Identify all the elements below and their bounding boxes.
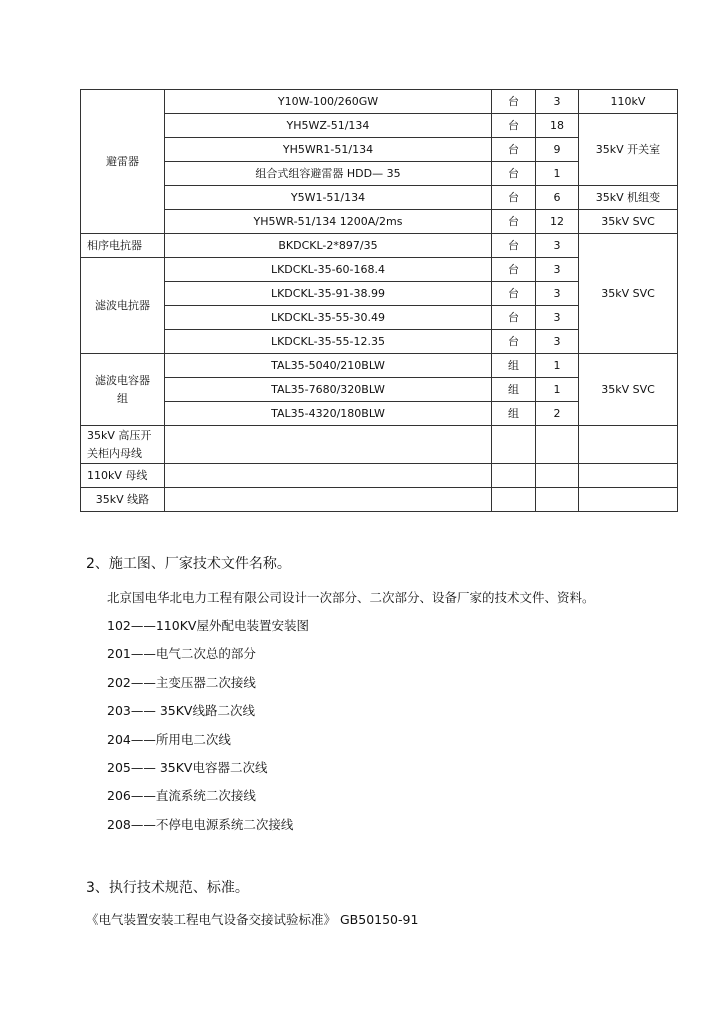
- list-item: 205—— 35KV电容器二次线: [107, 760, 268, 775]
- category-line-35: 35kV 线路: [81, 488, 165, 512]
- list-item: 102——110KV屋外配电装置安装图: [107, 618, 309, 633]
- table-row: [81, 464, 678, 488]
- qty-cell: 3: [536, 330, 579, 354]
- list-item: 201——电气二次总的部分: [107, 646, 256, 661]
- qty-cell: 6: [536, 186, 579, 210]
- model-cell: LKDCKL-35-91-38.99: [165, 282, 492, 306]
- list-item: 206——直流系统二次接线: [107, 788, 256, 803]
- category-line: 关柜内母线: [87, 446, 142, 460]
- qty-cell: 9: [536, 138, 579, 162]
- unit-cell: 台: [492, 114, 536, 138]
- section2-heading: 2、施工图、厂家技术文件名称。: [86, 556, 291, 572]
- model-cell: YH5WZ-51/134: [165, 114, 492, 138]
- list-item: 208——不停电电源系统二次接线: [107, 817, 294, 832]
- model-cell: LKDCKL-35-55-12.35: [165, 330, 492, 354]
- qty-cell: 1: [536, 162, 579, 186]
- qty-cell: 12: [536, 210, 579, 234]
- unit-cell: 台: [492, 210, 536, 234]
- note-cell: 110kV: [579, 90, 678, 114]
- category-busbar-35: [81, 426, 165, 464]
- qty-cell: [536, 488, 579, 512]
- list-item: 204——所用电二次线: [107, 732, 231, 747]
- model-cell: YH5WR1-51/134: [165, 138, 492, 162]
- unit-cell: 台: [492, 186, 536, 210]
- table-row: [81, 114, 678, 138]
- note-cell: 35kV SVC: [579, 210, 678, 234]
- qty-cell: 3: [536, 306, 579, 330]
- model-cell: [165, 464, 492, 488]
- model-cell: 组合式组容避雷器 HDD— 35: [165, 162, 492, 186]
- unit-cell: 台: [492, 282, 536, 306]
- unit-cell: [492, 464, 536, 488]
- unit-cell: [492, 426, 536, 464]
- model-cell: Y10W-100/260GW: [165, 90, 492, 114]
- section3-heading: 3、执行技术规范、标准。: [86, 880, 249, 896]
- model-cell: [165, 426, 492, 464]
- category-line: 滤波电容器: [95, 373, 150, 387]
- standard-reference: 《电气装置安装工程电气设备交接试验标准》 GB50150-91: [86, 912, 419, 927]
- table-row: [81, 426, 678, 464]
- model-cell: LKDCKL-35-55-30.49: [165, 306, 492, 330]
- qty-cell: 3: [536, 258, 579, 282]
- unit-cell: 台: [492, 306, 536, 330]
- section2-intro: 北京国电华北电力工程有限公司设计一次部分、二次部分、设备厂家的技术文件、资料。: [107, 590, 595, 605]
- list-item: 202——主变压器二次接线: [107, 675, 256, 690]
- note-svc-reactor: 35kV SVC: [579, 234, 678, 354]
- qty-cell: 3: [536, 90, 579, 114]
- unit-cell: 台: [492, 162, 536, 186]
- table-row: [81, 90, 678, 114]
- qty-cell: 1: [536, 378, 579, 402]
- unit-cell: 组: [492, 354, 536, 378]
- unit-cell: 台: [492, 90, 536, 114]
- category-filter-capacitor: [81, 354, 165, 426]
- note-svc-cap: 35kV SVC: [579, 354, 678, 426]
- table-row: [81, 234, 678, 258]
- model-cell: BKDCKL-2*897/35: [165, 234, 492, 258]
- table-row: [81, 354, 678, 378]
- note-switch-room: 35kV 开关室: [579, 114, 678, 186]
- unit-cell: 台: [492, 138, 536, 162]
- table-row: [81, 488, 678, 512]
- model-cell: TAL35-7680/320BLW: [165, 378, 492, 402]
- unit-cell: [492, 488, 536, 512]
- unit-cell: 组: [492, 378, 536, 402]
- qty-cell: [536, 464, 579, 488]
- category-line: 35kV 高压开: [87, 428, 152, 442]
- qty-cell: 2: [536, 402, 579, 426]
- qty-cell: 18: [536, 114, 579, 138]
- qty-cell: [536, 426, 579, 464]
- unit-cell: 台: [492, 330, 536, 354]
- note-cell: [579, 464, 678, 488]
- model-cell: TAL35-5040/210BLW: [165, 354, 492, 378]
- model-cell: TAL35-4320/180BLW: [165, 402, 492, 426]
- model-cell: [165, 488, 492, 512]
- note-cell: 35kV 机组变: [579, 186, 678, 210]
- table-row: [81, 186, 678, 210]
- qty-cell: 3: [536, 282, 579, 306]
- model-cell: LKDCKL-35-60-168.4: [165, 258, 492, 282]
- qty-cell: 3: [536, 234, 579, 258]
- model-cell: Y5W1-51/134: [165, 186, 492, 210]
- equipment-table: [80, 89, 678, 512]
- model-cell: YH5WR-51/134 1200A/2ms: [165, 210, 492, 234]
- category-filter-reactor: 滤波电抗器: [81, 258, 165, 354]
- note-cell: [579, 488, 678, 512]
- table-row: [81, 210, 678, 234]
- list-item: 203—— 35KV线路二次线: [107, 703, 255, 718]
- unit-cell: 组: [492, 402, 536, 426]
- category-bus-110: 110kV 母线: [81, 464, 165, 488]
- unit-cell: 台: [492, 258, 536, 282]
- note-cell: [579, 426, 678, 464]
- category-phase-reactor: 相序电抗器: [81, 234, 165, 258]
- qty-cell: 1: [536, 354, 579, 378]
- category-arrester: 避雷器: [81, 90, 165, 234]
- category-line: 组: [117, 391, 128, 405]
- unit-cell: 台: [492, 234, 536, 258]
